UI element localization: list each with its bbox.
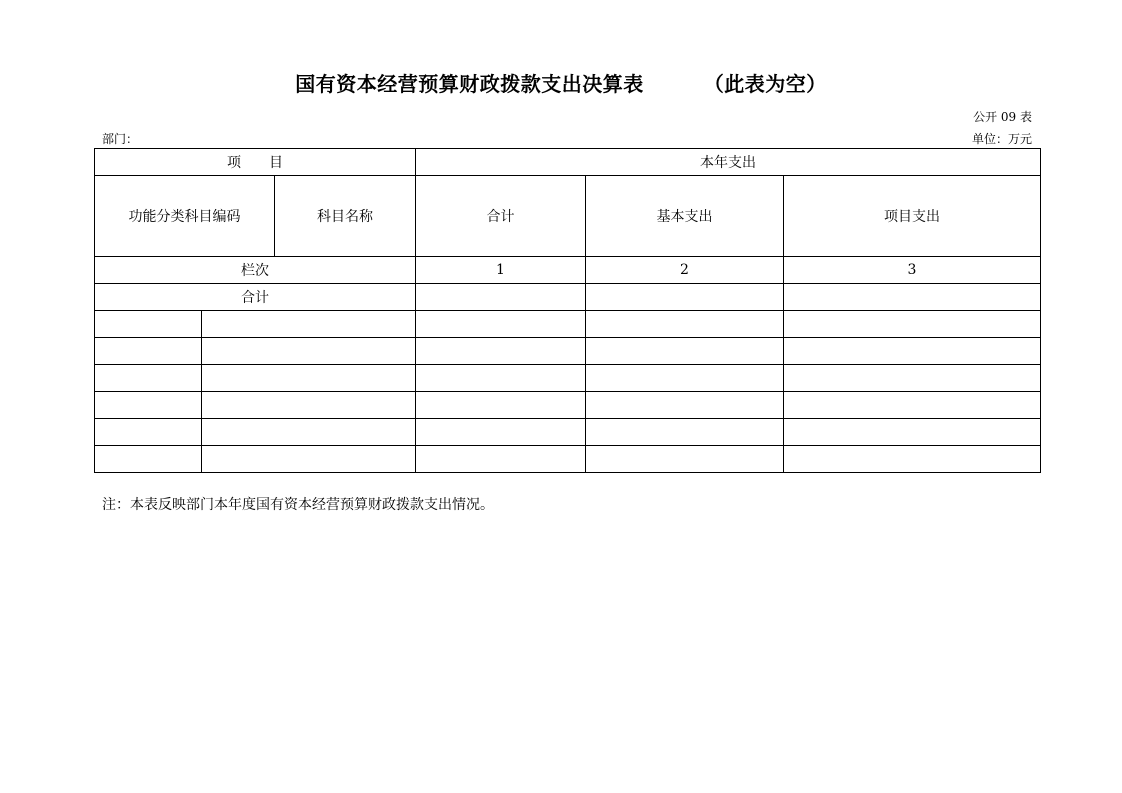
cell-name xyxy=(202,365,416,392)
cell-project xyxy=(784,446,1041,473)
header-item: 项 目 xyxy=(95,149,416,176)
index-2: 2 xyxy=(586,257,784,284)
cell-code xyxy=(95,446,202,473)
form-number: 公开 09 表 xyxy=(973,110,1032,124)
cell-total xyxy=(416,419,586,446)
cell-project xyxy=(784,311,1041,338)
cell-basic xyxy=(586,365,784,392)
cell-basic xyxy=(586,419,784,446)
total-cell-total xyxy=(416,284,586,311)
cell-code xyxy=(95,419,202,446)
cell-name xyxy=(202,446,416,473)
cell-name xyxy=(202,311,416,338)
index-label: 栏次 xyxy=(95,257,416,284)
cell-code xyxy=(95,392,202,419)
cell-project xyxy=(784,338,1041,365)
table-row xyxy=(95,446,1041,473)
col-item-name: 科目名称 xyxy=(275,176,416,257)
cell-name xyxy=(202,419,416,446)
cell-basic xyxy=(586,338,784,365)
cell-total xyxy=(416,446,586,473)
col-project: 项目支出 xyxy=(784,176,1041,257)
total-cell-project xyxy=(784,284,1041,311)
index-3: 3 xyxy=(784,257,1041,284)
index-1: 1 xyxy=(416,257,586,284)
cell-code xyxy=(95,311,202,338)
col-function-code: 功能分类科目编码 xyxy=(95,176,275,257)
cell-project xyxy=(784,392,1041,419)
cell-code xyxy=(95,365,202,392)
cell-basic xyxy=(586,392,784,419)
title-text: 国有资本经营预算财政拨款支出决算表 xyxy=(295,72,644,96)
table-row xyxy=(95,311,1041,338)
total-label: 合计 xyxy=(95,284,416,311)
cell-project xyxy=(784,365,1041,392)
table-row xyxy=(95,365,1041,392)
cell-total xyxy=(416,338,586,365)
cell-basic xyxy=(586,446,784,473)
unit-label: 单位：万元 xyxy=(971,132,1032,146)
cell-basic xyxy=(586,311,784,338)
cell-total xyxy=(416,392,586,419)
table-column-row xyxy=(95,176,1041,257)
cell-total xyxy=(416,311,586,338)
cell-name xyxy=(202,338,416,365)
table-row xyxy=(95,392,1041,419)
header-current-year: 本年支出 xyxy=(416,149,1041,176)
expenditure-table xyxy=(94,148,1041,473)
total-cell-basic xyxy=(586,284,784,311)
title-note: （此表为空） xyxy=(703,72,827,96)
table-row xyxy=(95,419,1041,446)
index-row xyxy=(95,257,1041,284)
department-label: 部门： xyxy=(102,132,139,146)
cell-code xyxy=(95,338,202,365)
total-row xyxy=(95,284,1041,311)
cell-name xyxy=(202,392,416,419)
col-total: 合计 xyxy=(416,176,586,257)
cell-project xyxy=(784,419,1041,446)
footnote: 注：本表反映部门本年度国有资本经营预算财政拨款支出情况。 xyxy=(102,497,494,513)
table-header-row xyxy=(95,149,1041,176)
table-row xyxy=(95,338,1041,365)
cell-total xyxy=(416,365,586,392)
page-title xyxy=(0,68,1122,97)
col-basic: 基本支出 xyxy=(586,176,784,257)
